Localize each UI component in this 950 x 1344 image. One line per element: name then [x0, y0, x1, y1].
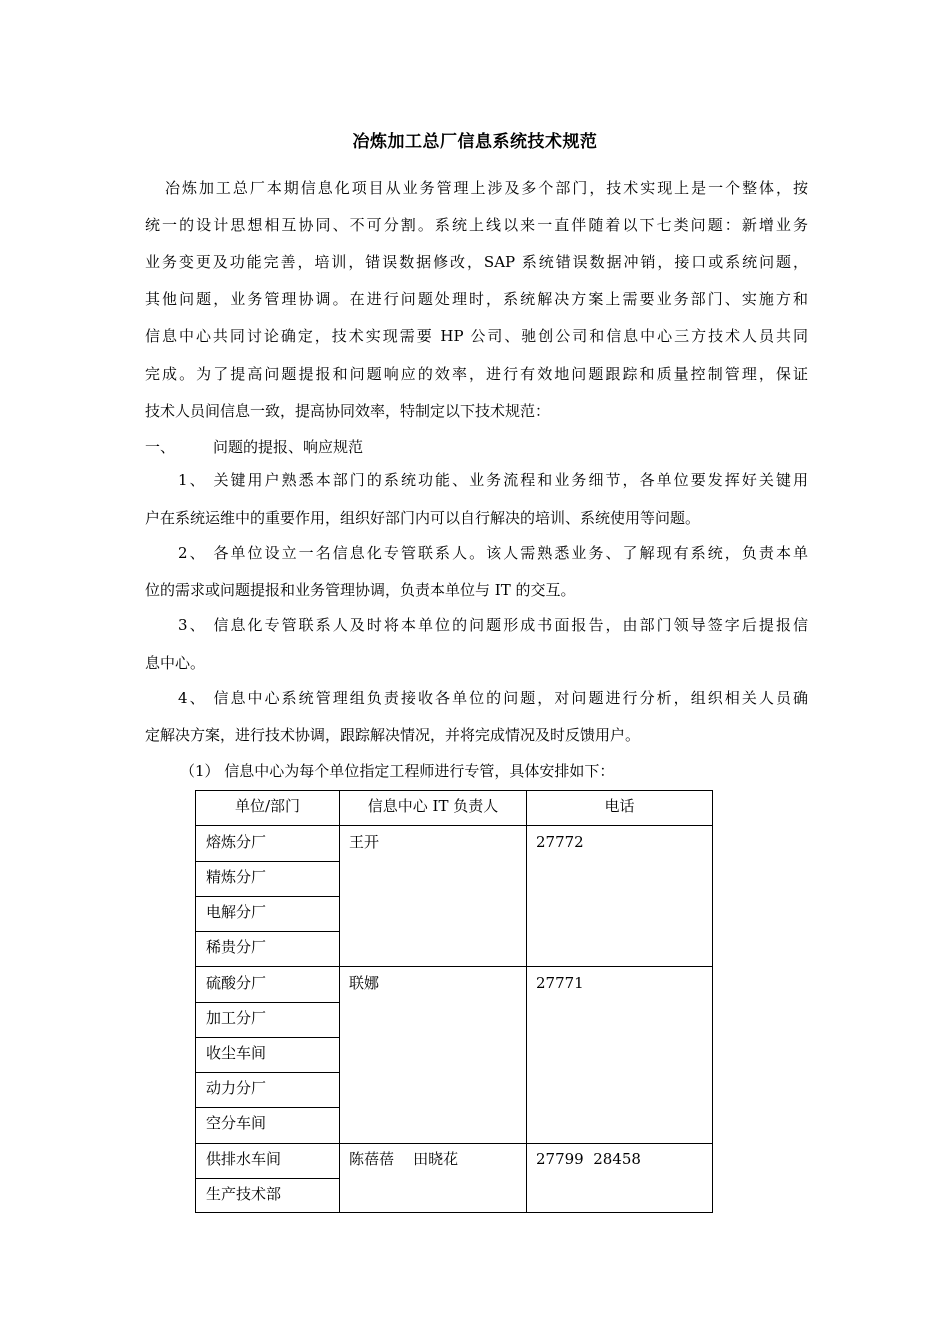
table-group-divider: [196, 966, 712, 967]
table-unit-cell: 空分车间: [206, 1114, 267, 1132]
table-unit-cell: 精炼分厂: [206, 868, 267, 886]
intro-line-6: 完成。为了提高问题提报和问题响应的效率，进行有效地问题跟踪和质量控制管理，保证: [145, 365, 808, 383]
intro-line-2: 统一的设计思想相互协同、不可分割。系统上线以来一直伴随着以下七类问题：新增业务: [145, 216, 808, 234]
table-row-divider: [196, 1107, 339, 1108]
table-header-unit: 单位/部门: [234, 797, 301, 815]
table-header-divider: [196, 825, 712, 826]
table-row-divider: [196, 1072, 339, 1073]
table-owner-cell: 王开: [349, 833, 380, 851]
intro-line-5: 信息中心共同讨论确定，技术实现需要 HP 公司、驰创公司和信息中心三方技术人员共同: [145, 327, 808, 345]
table-unit-cell: 硫酸分厂: [206, 974, 267, 992]
intro-line-7: 技术人员间信息一致，提高协同效率，特制定以下技术规范：: [145, 402, 551, 420]
table-owner-cell: 陈蓓蓓 田晓花: [349, 1150, 459, 1168]
table-phone-cell: 27799 28458: [536, 1150, 641, 1168]
sub-item-1: （1） 信息中心为每个单位指定工程师进行专管，具体安排如下：: [180, 762, 615, 780]
table-phone-cell: 27771: [536, 974, 584, 992]
table-header-phone: 电话: [604, 797, 635, 815]
table-phone-cell: 27772: [536, 833, 584, 851]
table-unit-cell: 电解分厂: [206, 903, 267, 921]
table-unit-cell: 收尘车间: [206, 1044, 267, 1062]
table-column-divider: [339, 791, 340, 1212]
intro-line-4: 其他问题，业务管理协调。在进行问题处理时，系统解决方案上需要业务部门、实施方和: [145, 290, 808, 308]
item-3-line-1: 3、 信息化专管联系人及时将本单位的问题形成书面报告，由部门领导签字后提报信: [178, 616, 808, 634]
table-row-divider: [196, 931, 339, 932]
item-1-line-2: 户在系统运维中的重要作用，组织好部门内可以自行解决的培训、系统使用等问题。: [145, 509, 701, 527]
item-3-line-2: 息中心。: [145, 654, 206, 672]
engineer-assignment-table: [195, 790, 713, 1213]
table-unit-cell: 稀贵分厂: [206, 938, 267, 956]
table-row-divider: [196, 896, 339, 897]
item-2-line-2: 位的需求或问题提报和业务管理协调，负责本单位与 IT 的交互。: [145, 581, 576, 599]
table-row-divider: [196, 1002, 339, 1003]
table-unit-cell: 动力分厂: [206, 1079, 267, 1097]
table-unit-cell: 生产技术部: [206, 1185, 282, 1203]
table-group-divider: [196, 1143, 712, 1144]
table-row-divider: [196, 1037, 339, 1038]
intro-line-3: 业务变更及功能完善，培训，错误数据修改，SAP 系统错误数据冲销，接口或系统问题，: [145, 253, 808, 271]
item-4-line-1: 4、 信息中心系统管理组负责接收各单位的问题，对问题进行分析，组织相关人员确: [178, 689, 808, 707]
table-column-divider: [526, 791, 527, 1212]
item-1-line-1: 1、 关键用户熟悉本部门的系统功能、业务流程和业务细节，各单位要发挥好关键用: [178, 471, 808, 489]
item-4-line-2: 定解决方案，进行技术协调，跟踪解决情况，并将完成情况及时反馈用户。: [145, 726, 641, 744]
intro-line-1: 冶炼加工总厂本期信息化项目从业务管理上涉及多个部门，技术实现上是一个整体，按: [165, 179, 808, 197]
item-2-line-1: 2、 各单位设立一名信息化专管联系人。该人需熟悉业务、了解现有系统，负责本单: [178, 544, 808, 562]
table-unit-cell: 加工分厂: [206, 1009, 267, 1027]
table-unit-cell: 供排水车间: [206, 1150, 282, 1168]
section-title: 问题的提报、响应规范: [213, 438, 364, 456]
table-header-owner: 信息中心 IT 负责人: [367, 797, 499, 815]
table-unit-cell: 熔炼分厂: [206, 833, 267, 851]
table-owner-cell: 联娜: [349, 974, 380, 992]
section-number: 一、: [145, 438, 176, 456]
table-row-divider: [196, 1178, 339, 1179]
table-row-divider: [196, 861, 339, 862]
document-title: 冶炼加工总厂信息系统技术规范: [352, 132, 598, 152]
